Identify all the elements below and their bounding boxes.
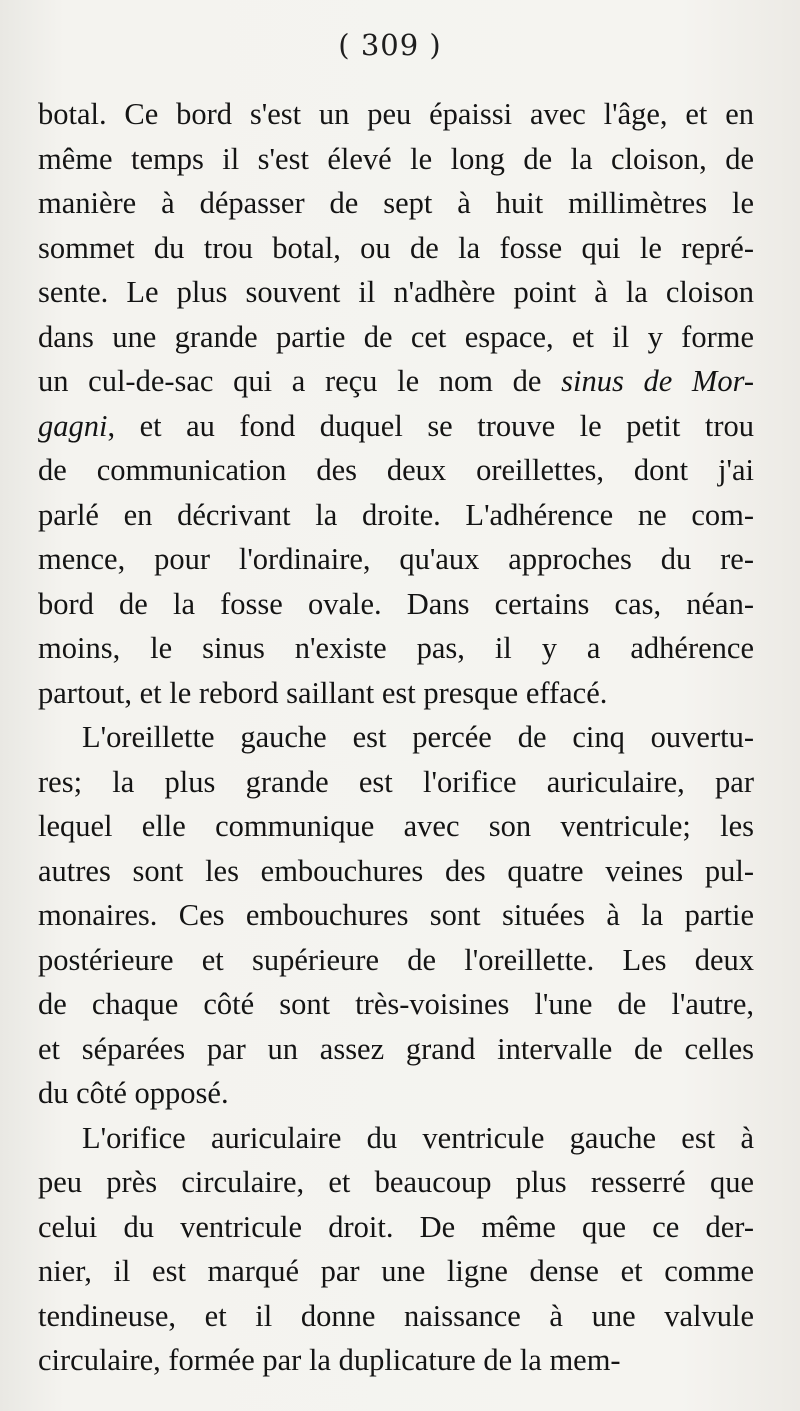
italic-term: sinus de Mor- [561,364,754,398]
text-line: L'orifice auriculaire du ventricule gauche est à [82,1120,754,1155]
text-line: gagni, et au fond duquel se trouve le petit trou [38,408,754,443]
text-line: moins, le sinus n'existe pas, il y a adhérence [38,631,754,665]
text-line: et séparées par un assez grand intervalle de celles [38,1031,754,1066]
text-line: L'oreillette gauche est percée de cinq ouvertu- [82,720,754,754]
text-line: autres sont les embouchures des quatre veines pul- [38,853,754,888]
text-line: de chaque côté sont très-voisines l'une de l'autre, [38,987,754,1021]
text-line: peu près circulaire, et beaucoup plus resserré que [38,1165,754,1199]
text-line: même temps il s'est élevé le long de la cloison, de [38,141,754,176]
text-line: un cul-de-sac qui a reçu le nom de sinus de Mor- [38,364,754,398]
text-line: monaires. Ces embouchures sont situées à la partie [38,898,754,932]
text-line: nier, il est marqué par une ligne dense et comme [38,1254,754,1288]
text-line: circulaire, formée par la duplicature de la mem- [38,1343,621,1377]
text-line: res; la plus grande est l'orifice auriculaire, par [38,764,754,799]
page-number: ( 309 ) [338,28,442,62]
text-line: partout, et le rebord saillant est presque effacé. [38,675,608,710]
text-line: botal. Ce bord s'est un peu épaissi avec l'âge, et en [38,97,754,131]
text-line: mence, pour l'ordinaire, qu'aux approches du re- [38,542,754,576]
text-line: sente. Le plus souvent il n'adhère point à la cloison [38,275,754,309]
text-line: tendineuse, et il donne naissance à une valvule [38,1298,754,1333]
text-line: dans une grande partie de cet espace, et il y forme [38,319,754,354]
text-line: parlé en décrivant la droite. L'adhérence ne com- [38,497,754,532]
body-text [38,92,754,1383]
text-line: manière à dépasser de sept à huit millimètres le [38,186,754,220]
italic-term: gagni [38,408,108,443]
text-line: sommet du trou botal, ou de la fosse qui le repré- [38,230,754,265]
text-line: postérieure et supérieure de l'oreillette. Les deux [38,942,754,977]
text-line: bord de la fosse ovale. Dans certains cas, néan- [38,586,754,621]
text-line: lequel elle communique avec son ventricule; les [38,809,754,843]
text-line: du côté opposé. [38,1076,229,1110]
text-line: celui du ventricule droit. De même que ce der- [38,1209,754,1244]
text-line: de communication des deux oreillettes, dont j'ai [38,453,754,487]
